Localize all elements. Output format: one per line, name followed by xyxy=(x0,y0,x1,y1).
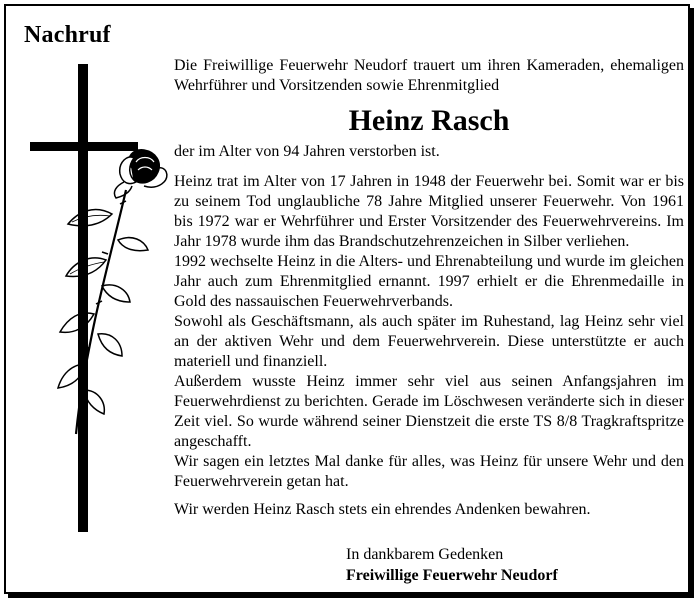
paragraph-honors: 1992 wechselte Heinz in die Alters- und Ehrenabteilung und wurde im gleichen Jahr auch zum Ehrenmitglied ernannt. 1997 erhielt er die Ehrenmedaille in Gold des nassauischen Feuerwehrverbands. xyxy=(174,253,684,310)
rose-icon xyxy=(58,150,167,434)
signoff-organization: Freiwillige Feuerwehr Neudorf xyxy=(346,567,558,584)
obituary-heading: Nachruf xyxy=(24,22,111,48)
obituary-body xyxy=(174,56,684,520)
signoff-line: In dankbarem Gedenken xyxy=(346,546,504,563)
obituary-frame xyxy=(4,4,690,594)
intro-text: Die Freiwillige Feuerwehr Neudorf trauert um ihren Kameraden, ehemaligen Wehrführer und Vorsitzenden sowie Ehrenmitglied xyxy=(174,57,684,94)
paragraph-thanks: Wir sagen ein letztes Mal danke für alles, was Heinz für unsere Wehr und den Feuerwehrverein getan hat. xyxy=(174,453,684,490)
closing-line: Wir werden Heinz Rasch stets ein ehrendes Andenken bewahren. xyxy=(174,501,591,518)
paragraph-stories: Außerdem wusste Heinz immer sehr viel aus seinen Anfangsjahren im Feuerwehrdienst zu berichten. Gerade im Löschwesen veränderte sich in dieser Zeit viel. So wurde während seiner Dienstzeit die erste TS 8/8 Tragkraftspritze angeschafft. xyxy=(174,373,684,450)
signoff-block xyxy=(346,544,558,586)
paragraph-support: Sowohl als Geschäftsmann, als auch später im Ruhestand, lag Heinz sehr viel an der aktiven Wehr und dem Feuerwehrverein. Diese unterstützte er auch materiell und finanziell. xyxy=(174,313,684,370)
deceased-name: Heinz Rasch xyxy=(348,104,510,137)
cross-icon xyxy=(30,64,138,532)
cross-and-rose-illustration xyxy=(20,64,180,534)
paragraph-membership: Heinz trat im Alter von 17 Jahren in 1948 der Feuerwehr bei. Somit war er bis zu seinem Tod unglaubliche 78 Jahre Mitglied unserer Feuerwehr. Von 1961 bis 1972 war er Wehrführer und Erster Vorsitzender des Feuerwehrvereins. Im Jahr 1978 wurde ihm das Brandschutzehrenzeichen in Silber verliehen. xyxy=(174,173,684,250)
age-line: der im Alter von 94 Jahren verstorben ist. xyxy=(174,143,440,160)
